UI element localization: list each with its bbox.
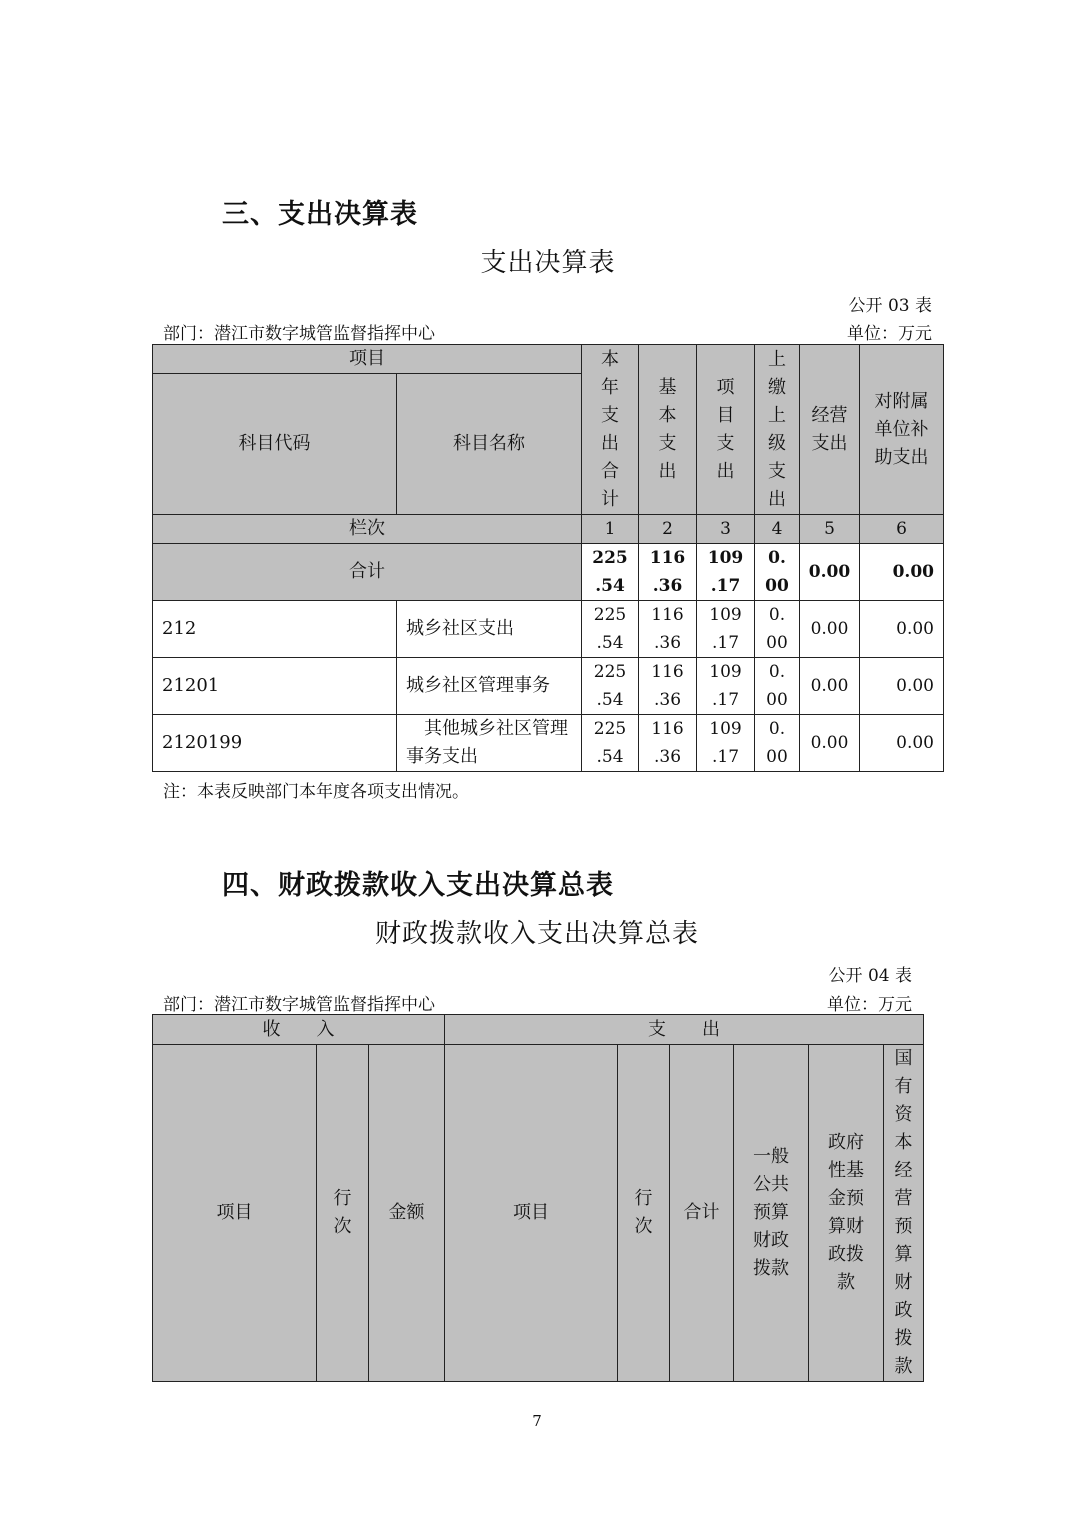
row-value: 116 .36	[639, 601, 697, 658]
header-expense-item: 项目	[445, 1045, 618, 1382]
row-value: 116 .36	[639, 658, 697, 715]
row-value: 225 .54	[582, 658, 639, 715]
table-3-unit: 单位：万元	[847, 324, 932, 344]
row-code: 212	[153, 601, 397, 658]
header-income-line: 行 次	[317, 1045, 369, 1382]
row-value: 0.00	[860, 715, 944, 772]
col-number: 5	[800, 515, 860, 544]
total-value: 0.00	[860, 544, 944, 601]
row-value: 109 .17	[697, 658, 755, 715]
header-income: 收 入	[153, 1015, 445, 1045]
row-value: 225 .54	[582, 601, 639, 658]
page-number: 7	[532, 1412, 542, 1430]
header-name: 科目名称	[397, 374, 582, 515]
header-code: 科目代码	[153, 374, 397, 515]
header-state-capital: 国 有 资 本 经 营 预 算 财 政 拨 款	[884, 1045, 924, 1382]
table-3-title: 支出决算表	[480, 248, 616, 278]
table-row	[153, 715, 944, 772]
row-value: 0. 00	[755, 715, 800, 772]
table-4-unit: 单位：万元	[827, 995, 912, 1015]
table-row	[153, 601, 944, 658]
total-value: 0. 00	[755, 544, 800, 601]
row-code: 21201	[153, 658, 397, 715]
header-expense: 支 出	[445, 1015, 924, 1045]
table-3-number: 公开 03 表	[848, 296, 932, 316]
table-row	[153, 658, 944, 715]
header-basic: 基 本 支 出	[639, 345, 697, 515]
total-row	[153, 544, 944, 601]
header-upper: 上 缴 上 级 支 出	[755, 345, 800, 515]
header-gov-fund: 政府 性基 金预 算财 政拨 款	[809, 1045, 884, 1382]
row-name: 其他城乡社区管理事务支出	[397, 715, 582, 772]
header-col-label: 栏次	[153, 515, 582, 544]
row-value: 109 .17	[697, 715, 755, 772]
col-number: 1	[582, 515, 639, 544]
row-value: 0.00	[860, 601, 944, 658]
header-total: 合计	[670, 1045, 734, 1382]
col-number: 3	[697, 515, 755, 544]
header-operating: 经营 支出	[800, 345, 860, 515]
header-general-budget: 一般 公共 预算 财政 拨款	[734, 1045, 809, 1382]
col-number: 4	[755, 515, 800, 544]
table-3-dept: 部门：潜江市数字城管监督指挥中心	[163, 324, 435, 344]
row-value: 0. 00	[755, 658, 800, 715]
row-value: 0.00	[860, 658, 944, 715]
total-value: 225 .54	[582, 544, 639, 601]
section-3-heading: 三、支出决算表	[222, 199, 418, 230]
fiscal-summary-table	[152, 1014, 924, 1382]
table-4-title: 财政拨款收入支出决算总表	[374, 919, 699, 949]
col-number: 6	[860, 515, 944, 544]
header-amount: 金额	[369, 1045, 445, 1382]
table-3-note: 注：本表反映部门本年度各项支出情况。	[163, 782, 469, 802]
expenditure-table	[152, 344, 944, 772]
total-value: 116 .36	[639, 544, 697, 601]
table-4-number: 公开 04 表	[828, 966, 912, 986]
col-number: 2	[639, 515, 697, 544]
section-4-heading: 四、财政拨款收入支出决算总表	[222, 870, 614, 901]
total-value: 109 .17	[697, 544, 755, 601]
header-expense-line: 行 次	[618, 1045, 670, 1382]
row-value: 109 .17	[697, 601, 755, 658]
row-value: 116 .36	[639, 715, 697, 772]
row-value: 0.00	[800, 658, 860, 715]
row-value: 0.00	[800, 715, 860, 772]
row-name: 城乡社区支出	[397, 601, 582, 658]
header-total: 本 年 支 出 合 计	[582, 345, 639, 515]
header-project: 项 目 支 出	[697, 345, 755, 515]
header-item: 项目	[153, 345, 582, 374]
total-value: 0.00	[800, 544, 860, 601]
table-4-dept: 部门：潜江市数字城管监督指挥中心	[163, 995, 435, 1015]
row-value: 225 .54	[582, 715, 639, 772]
row-value: 0. 00	[755, 601, 800, 658]
header-income-item: 项目	[153, 1045, 317, 1382]
row-value: 0.00	[800, 601, 860, 658]
header-subsidy: 对附属 单位补 助支出	[860, 345, 944, 515]
row-name: 城乡社区管理事务	[397, 658, 582, 715]
total-label: 合计	[153, 544, 582, 601]
row-code: 2120199	[153, 715, 397, 772]
